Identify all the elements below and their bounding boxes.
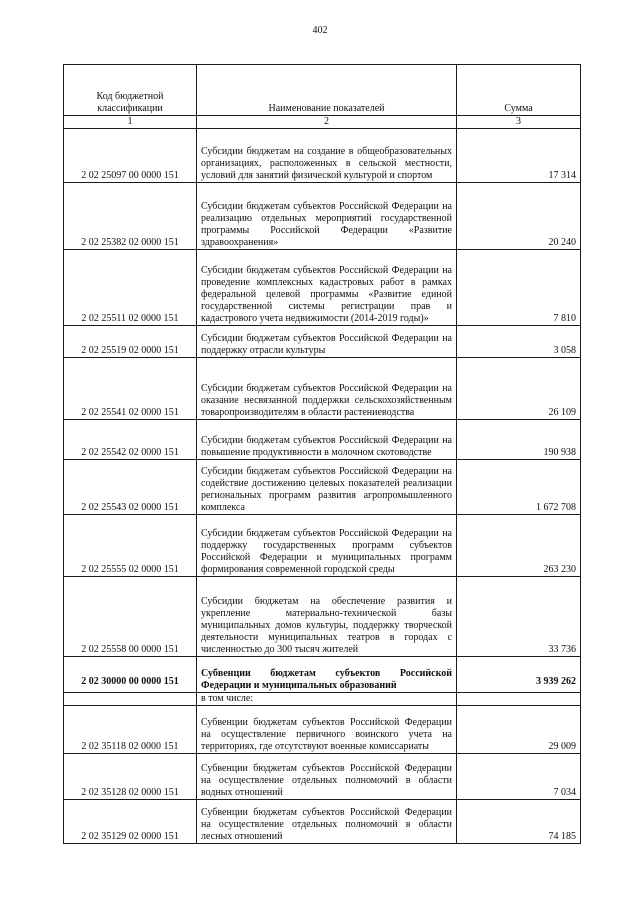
row-code: 2 02 25382 02 0000 151 <box>64 183 197 250</box>
row-name: Субсидии бюджетам на обеспечение развития и укрепление материально-технической базы муниципальных домов культуры, поддержку творческой деятельности муниципальных театров в городах с численностью до 300 тысяч жителей <box>197 577 457 657</box>
column-number-row <box>64 116 581 129</box>
row-sum: 3 939 262 <box>457 657 581 693</box>
row-sum: 7 034 <box>457 754 581 800</box>
table-row <box>64 706 581 754</box>
table-row <box>64 183 581 250</box>
page-number: 402 <box>312 25 328 36</box>
table-row <box>64 460 581 515</box>
row-name: Субсидии бюджетам субъектов Российской Федерации на содействие достижению целевых показателей реализации региональных программ развития агропромышленного комплекса <box>197 460 457 515</box>
row-sum: 190 938 <box>457 420 581 460</box>
row-code: 2 02 35129 02 0000 151 <box>64 800 197 844</box>
row-name: Субсидии бюджетам субъектов Российской Федерации на повышение продуктивности в молочном скотоводстве <box>197 420 457 460</box>
header-name: Наименование показателей <box>197 65 457 116</box>
row-sum: 26 109 <box>457 358 581 420</box>
table-row <box>64 358 581 420</box>
row-code: 2 02 25097 00 0000 151 <box>64 129 197 183</box>
row-name: Субвенции бюджетам субъектов Российской Федерации на осуществление отдельных полномочий в области водных отношений <box>197 754 457 800</box>
row-sum: 7 810 <box>457 250 581 326</box>
table-row <box>64 326 581 358</box>
row-code: 2 02 25519 02 0000 151 <box>64 326 197 358</box>
row-code: 2 02 25543 02 0000 151 <box>64 460 197 515</box>
row-name: Субвенции бюджетам субъектов Российской Федерации на осуществление первичного воинского учета на территориях, где отсутствуют военные комиссариаты <box>197 706 457 754</box>
row-name: Субсидии бюджетам субъектов Российской Федерации на реализацию отдельных мероприятий государственной программы Российской Федерации «Развитие здравоохранения» <box>197 183 457 250</box>
row-name: в том числе: <box>197 693 457 706</box>
row-code: 2 02 30000 00 0000 151 <box>64 657 197 693</box>
row-code: 2 02 25541 02 0000 151 <box>64 358 197 420</box>
row-code: 2 02 25558 00 0000 151 <box>64 577 197 657</box>
row-name: Субсидии бюджетам субъектов Российской Федерации на поддержку отрасли культуры <box>197 326 457 358</box>
row-code: 2 02 25542 02 0000 151 <box>64 420 197 460</box>
row-code: 2 02 35118 02 0000 151 <box>64 706 197 754</box>
row-name: Субсидии бюджетам на создание в общеобразовательных организациях, расположенных в сельской местности, условий для занятий физической культурой и спортом <box>197 129 457 183</box>
row-code: 2 02 25555 02 0000 151 <box>64 515 197 577</box>
table-row <box>64 800 581 844</box>
table-row <box>64 754 581 800</box>
table-row <box>64 129 581 183</box>
table-row <box>64 515 581 577</box>
row-sum: 74 185 <box>457 800 581 844</box>
row-sum <box>457 693 581 706</box>
row-sum: 1 672 708 <box>457 460 581 515</box>
column-number-2: 2 <box>197 116 457 129</box>
table-row <box>64 420 581 460</box>
row-code: 2 02 25511 02 0000 151 <box>64 250 197 326</box>
row-name: Субсидии бюджетам субъектов Российской Федерации на проведение комплексных кадастровых работ в рамках федеральной целевой программы «Развитие единой государственной системы регистрации прав и кадастрового учета недвижимости (2014-2019 годы)» <box>197 250 457 326</box>
column-number-1: 1 <box>64 116 197 129</box>
row-sum: 263 230 <box>457 515 581 577</box>
row-name: Субвенции бюджетам субъектов Российской Федерации и муниципальных образований <box>197 657 457 693</box>
row-name: Субсидии бюджетам субъектов Российской Федерации на поддержку государственных программ субъектов Российской Федерации и муниципальных программ формирования современной городской среды <box>197 515 457 577</box>
row-sum: 20 240 <box>457 183 581 250</box>
row-sum: 29 009 <box>457 706 581 754</box>
column-number-3: 3 <box>457 116 581 129</box>
budget-table <box>63 64 581 844</box>
table-row <box>64 577 581 657</box>
row-name: Субвенции бюджетам субъектов Российской Федерации на осуществление отдельных полномочий в области лесных отношений <box>197 800 457 844</box>
row-sum: 17 314 <box>457 129 581 183</box>
table-row-subheading <box>64 693 581 706</box>
row-sum: 3 058 <box>457 326 581 358</box>
header-code: Код бюджетной классификации <box>64 65 197 116</box>
row-code: 2 02 35128 02 0000 151 <box>64 754 197 800</box>
table-row <box>64 250 581 326</box>
row-name: Субсидии бюджетам субъектов Российской Федерации на оказание несвязанной поддержки сельскохозяйственным товаропроизводителям в области растениеводства <box>197 358 457 420</box>
table-row-total <box>64 657 581 693</box>
header-row <box>64 65 581 116</box>
row-sum: 33 736 <box>457 577 581 657</box>
row-code <box>64 693 197 706</box>
header-sum: Сумма <box>457 65 581 116</box>
